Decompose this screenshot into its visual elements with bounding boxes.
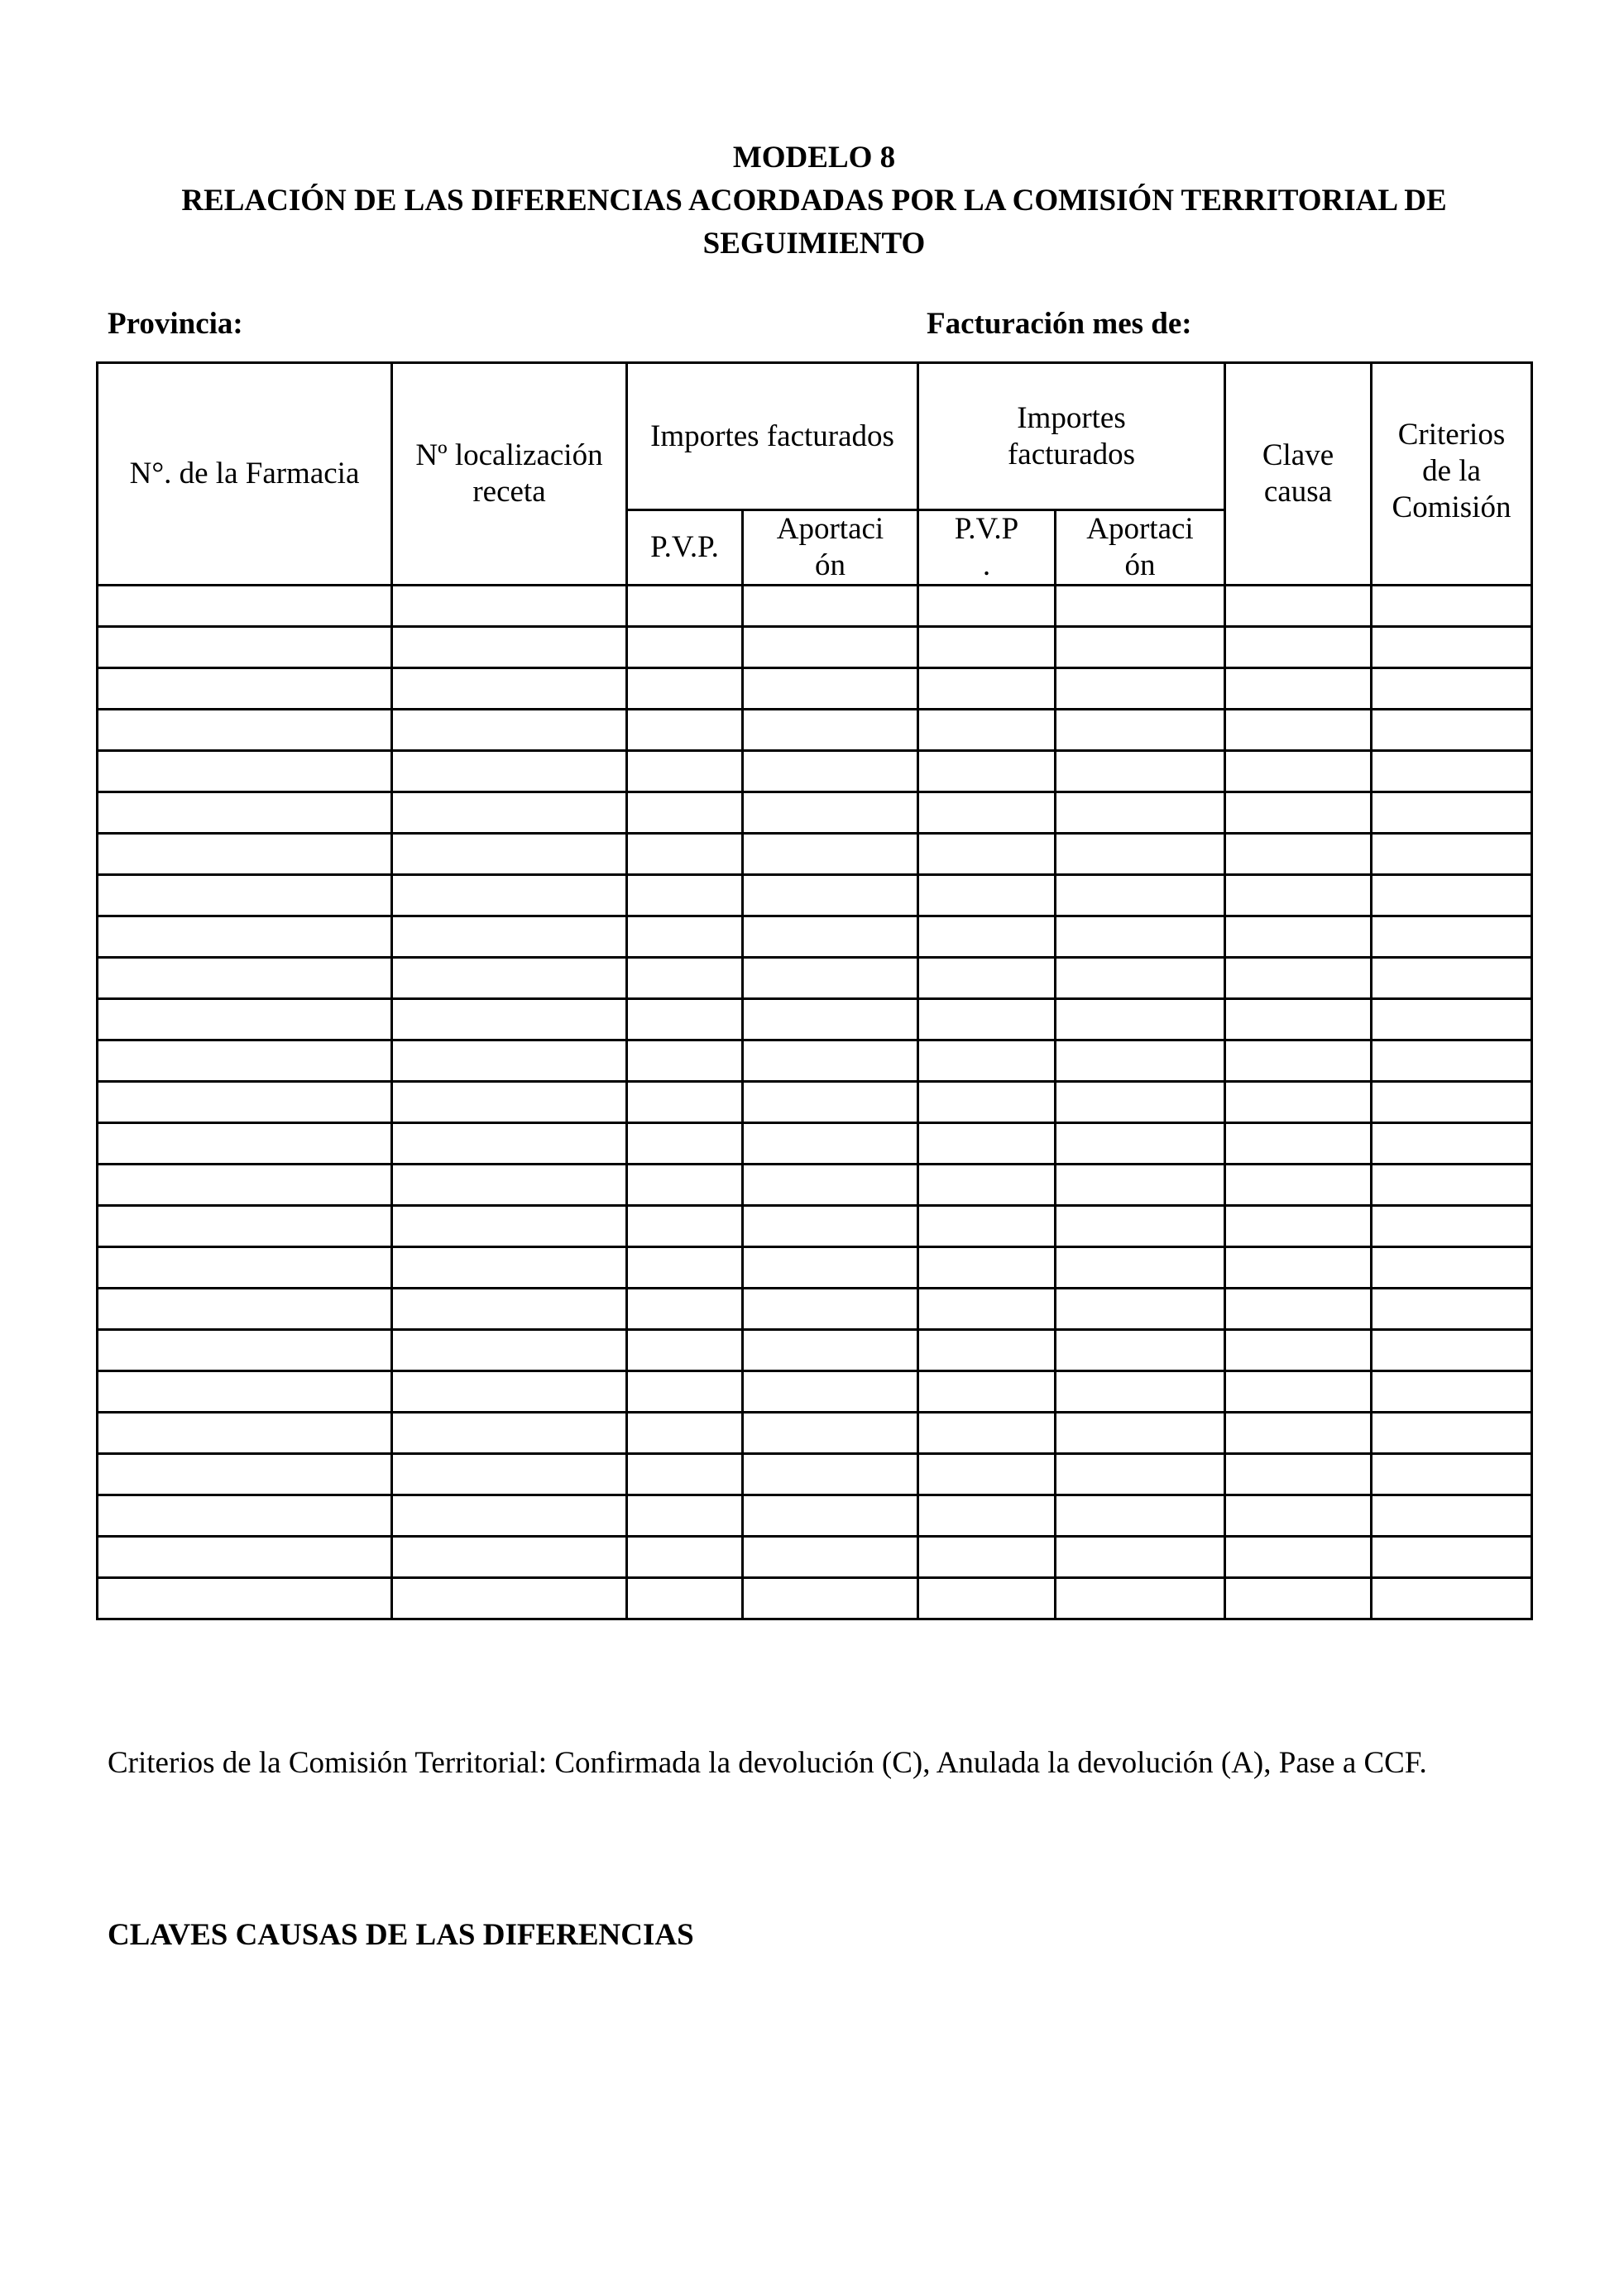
header-pvp-1-text: P.V.P.: [650, 530, 719, 564]
header-localizacion: [392, 363, 627, 586]
table-row: [98, 586, 1532, 627]
table-row: [98, 1330, 1532, 1371]
table-cell[interactable]: [98, 1082, 392, 1123]
table-cell[interactable]: [1372, 1537, 1532, 1578]
table-cell[interactable]: [1225, 668, 1372, 710]
table-cell[interactable]: [743, 1165, 918, 1206]
table-row: [98, 1578, 1532, 1619]
header-criterios-line-1: Criterios: [1397, 418, 1506, 452]
table-cell[interactable]: [918, 1206, 1056, 1247]
table-cell[interactable]: [1056, 751, 1225, 792]
table-row: [98, 627, 1532, 668]
table-cell[interactable]: [1372, 710, 1532, 751]
table-cell[interactable]: [1372, 1206, 1532, 1247]
table-cell[interactable]: [918, 1247, 1056, 1289]
header-aportacion-2-line-1: Aportaci: [1086, 512, 1194, 546]
table-cell[interactable]: [918, 1040, 1056, 1082]
table-row: [98, 834, 1532, 875]
header-importes-2-line-1: Importes: [1017, 400, 1126, 435]
table-cell[interactable]: [1225, 1123, 1372, 1165]
table-cell[interactable]: [1056, 1454, 1225, 1495]
table-cell[interactable]: [1056, 1082, 1225, 1123]
table-cell[interactable]: [1372, 1371, 1532, 1413]
table-cell[interactable]: [743, 958, 918, 999]
table-cell[interactable]: [1225, 1247, 1372, 1289]
header-clave-line-2: causa: [1263, 475, 1333, 509]
table-cell[interactable]: [1372, 627, 1532, 668]
table-cell[interactable]: [918, 792, 1056, 834]
table-cell[interactable]: [918, 1289, 1056, 1330]
header-criterios-line-3: Comisión: [1392, 490, 1511, 524]
table-cell[interactable]: [1225, 1040, 1372, 1082]
table-row: [98, 1165, 1532, 1206]
table-cell[interactable]: [1056, 916, 1225, 958]
table-cell[interactable]: [743, 792, 918, 834]
criterios-legend: Criterios de la Comisión Territorial: Confirmada la devolución (C), Anulada la devolución (A), Pase a CCF.: [108, 1746, 1427, 1780]
table-cell[interactable]: [98, 1289, 392, 1330]
table-cell[interactable]: [743, 1413, 918, 1454]
table-cell[interactable]: [1056, 1206, 1225, 1247]
table-cell[interactable]: [1056, 1330, 1225, 1371]
table-cell[interactable]: [98, 1330, 392, 1371]
table-cell[interactable]: [627, 1371, 743, 1413]
table-cell[interactable]: [98, 875, 392, 916]
table-cell[interactable]: [392, 1371, 627, 1413]
header-aportacion-2-line-2: ón: [1124, 548, 1156, 582]
table-cell[interactable]: [627, 1082, 743, 1123]
table-cell[interactable]: [743, 1206, 918, 1247]
header-farmacia-line: N°. de la Farmacia: [129, 457, 360, 490]
header-pvp-2-line-2: .: [982, 548, 991, 582]
table-cell[interactable]: [1372, 1247, 1532, 1289]
table-cell[interactable]: [1056, 668, 1225, 710]
table-cell[interactable]: [918, 586, 1056, 627]
table-cell[interactable]: [627, 627, 743, 668]
table-cell[interactable]: [392, 958, 627, 999]
table-cell[interactable]: [1372, 999, 1532, 1040]
table-cell[interactable]: [1056, 1578, 1225, 1619]
table-cell[interactable]: [918, 1413, 1056, 1454]
table-cell[interactable]: [98, 1454, 392, 1495]
table-cell[interactable]: [1372, 586, 1532, 627]
table-cell[interactable]: [392, 1123, 627, 1165]
table-cell[interactable]: [1372, 1123, 1532, 1165]
table-cell[interactable]: [1225, 875, 1372, 916]
header-pvp-1: [627, 510, 743, 586]
table-cell[interactable]: [918, 1495, 1056, 1537]
table-cell[interactable]: [918, 958, 1056, 999]
differences-table: [96, 361, 1533, 1620]
table-cell[interactable]: [392, 1165, 627, 1206]
table-cell[interactable]: [743, 999, 918, 1040]
table-cell[interactable]: [1372, 1495, 1532, 1537]
title-line-3: SEGUIMIENTO: [702, 227, 926, 261]
table-cell[interactable]: [743, 1289, 918, 1330]
table-cell[interactable]: [1225, 1082, 1372, 1123]
table-cell[interactable]: [98, 627, 392, 668]
table-row: [98, 751, 1532, 792]
table-cell[interactable]: [918, 1123, 1056, 1165]
table-cell[interactable]: [392, 1247, 627, 1289]
table-cell[interactable]: [1056, 1537, 1225, 1578]
table-cell[interactable]: [627, 1040, 743, 1082]
table-cell[interactable]: [392, 710, 627, 751]
table-cell[interactable]: [918, 916, 1056, 958]
table-cell[interactable]: [392, 627, 627, 668]
table-cell[interactable]: [1225, 627, 1372, 668]
table-cell[interactable]: [98, 1123, 392, 1165]
header-criterios: [1372, 363, 1532, 586]
table-cell[interactable]: [1225, 1578, 1372, 1619]
table-cell[interactable]: [392, 1082, 627, 1123]
table-cell[interactable]: [743, 875, 918, 916]
table-cell[interactable]: [98, 1578, 392, 1619]
table-cell[interactable]: [1056, 710, 1225, 751]
table-cell[interactable]: [1372, 916, 1532, 958]
table-cell[interactable]: [918, 1165, 1056, 1206]
table-cell[interactable]: [1056, 1040, 1225, 1082]
table-cell[interactable]: [1225, 1537, 1372, 1578]
header-aportacion-1-line-2: ón: [815, 548, 846, 582]
table-cell[interactable]: [98, 1413, 392, 1454]
table-cell[interactable]: [627, 1206, 743, 1247]
table-cell[interactable]: [743, 1123, 918, 1165]
table-row: [98, 1123, 1532, 1165]
table-cell[interactable]: [1225, 1371, 1372, 1413]
table-cell[interactable]: [1372, 1413, 1532, 1454]
table-cell[interactable]: [627, 751, 743, 792]
table-cell[interactable]: [627, 875, 743, 916]
table-cell[interactable]: [1225, 1454, 1372, 1495]
table-row: [98, 958, 1532, 999]
table-cell[interactable]: [627, 834, 743, 875]
table-cell[interactable]: [627, 1495, 743, 1537]
table-cell[interactable]: [743, 1578, 918, 1619]
table-cell[interactable]: [98, 792, 392, 834]
table-row: [98, 1371, 1532, 1413]
table-cell[interactable]: [918, 1082, 1056, 1123]
table-cell[interactable]: [392, 1330, 627, 1371]
provincia-label: Provincia:: [108, 307, 243, 341]
table-cell[interactable]: [627, 1454, 743, 1495]
table-cell[interactable]: [392, 1206, 627, 1247]
header-importes-1-line: Importes facturados: [650, 419, 894, 453]
facturacion-label: Facturación mes de:: [927, 307, 1192, 341]
table-row: [98, 1495, 1532, 1537]
table-row: [98, 668, 1532, 710]
table-cell[interactable]: [743, 627, 918, 668]
table-cell[interactable]: [1372, 1330, 1532, 1371]
table-cell[interactable]: [1056, 1123, 1225, 1165]
table-cell[interactable]: [627, 586, 743, 627]
table-cell[interactable]: [1372, 1578, 1532, 1619]
table-cell[interactable]: [1225, 1206, 1372, 1247]
header-pvp-2: [918, 510, 1056, 586]
table-cell[interactable]: [392, 1578, 627, 1619]
table-cell[interactable]: [918, 999, 1056, 1040]
table-cell[interactable]: [98, 710, 392, 751]
table-cell[interactable]: [1225, 834, 1372, 875]
header-aportacion-1-line-1: Aportaci: [776, 512, 884, 546]
table-cell[interactable]: [627, 1289, 743, 1330]
table-cell[interactable]: [1372, 1040, 1532, 1082]
table-cell[interactable]: [392, 586, 627, 627]
table-cell[interactable]: [743, 751, 918, 792]
table-cell[interactable]: [918, 834, 1056, 875]
table-row: [98, 1206, 1532, 1247]
table-cell[interactable]: [1056, 958, 1225, 999]
table-row: [98, 999, 1532, 1040]
header-localizacion-line-1: Nº localización: [415, 438, 603, 472]
table-cell[interactable]: [627, 710, 743, 751]
header-importes-2: [918, 363, 1225, 510]
table-cell[interactable]: [743, 1040, 918, 1082]
table-cell[interactable]: [392, 875, 627, 916]
table-cell[interactable]: [1225, 792, 1372, 834]
table-cell[interactable]: [1225, 1495, 1372, 1537]
claves-causas-heading: CLAVES CAUSAS DE LAS DIFERENCIAS: [108, 1918, 694, 1952]
table-cell[interactable]: [743, 916, 918, 958]
header-farmacia: [98, 363, 392, 586]
header-aportacion-1: [743, 510, 918, 586]
table-cell[interactable]: [392, 1289, 627, 1330]
table-cell[interactable]: [392, 792, 627, 834]
table-row: [98, 1537, 1532, 1578]
table-cell[interactable]: [918, 1330, 1056, 1371]
table-row: [98, 792, 1532, 834]
table-cell[interactable]: [1056, 1247, 1225, 1289]
table-cell[interactable]: [98, 586, 392, 627]
table-cell[interactable]: [392, 668, 627, 710]
table-cell[interactable]: [1372, 792, 1532, 834]
table-row: [98, 710, 1532, 751]
table-cell[interactable]: [1225, 1165, 1372, 1206]
table-cell[interactable]: [1056, 586, 1225, 627]
header-clave-line-1: Clave: [1262, 438, 1334, 472]
table-cell[interactable]: [627, 958, 743, 999]
table-cell[interactable]: [627, 1537, 743, 1578]
table-cell[interactable]: [918, 751, 1056, 792]
table-cell[interactable]: [743, 1495, 918, 1537]
table-cell[interactable]: [1372, 1454, 1532, 1495]
table-cell[interactable]: [743, 1082, 918, 1123]
table-row: [98, 875, 1532, 916]
table-cell[interactable]: [1372, 875, 1532, 916]
table-cell[interactable]: [1372, 668, 1532, 710]
table-cell[interactable]: [1056, 627, 1225, 668]
table-cell[interactable]: [743, 1371, 918, 1413]
table-cell[interactable]: [98, 1537, 392, 1578]
header-criterios-line-2: de la: [1422, 454, 1481, 488]
table-cell[interactable]: [392, 834, 627, 875]
table-cell[interactable]: [627, 1413, 743, 1454]
table-cell[interactable]: [627, 668, 743, 710]
table-cell[interactable]: [918, 1371, 1056, 1413]
table-cell[interactable]: [392, 1537, 627, 1578]
table-cell[interactable]: [1056, 1371, 1225, 1413]
header-importes-2-line-2: facturados: [1007, 437, 1136, 471]
table-cell[interactable]: [1225, 958, 1372, 999]
table-cell[interactable]: [743, 1537, 918, 1578]
table-cell[interactable]: [392, 1495, 627, 1537]
table-cell[interactable]: [1225, 1413, 1372, 1454]
table-cell[interactable]: [627, 999, 743, 1040]
table-cell[interactable]: [743, 710, 918, 751]
table-cell[interactable]: [392, 1454, 627, 1495]
document-title: [96, 136, 1532, 265]
table-cell[interactable]: [1225, 710, 1372, 751]
table-cell[interactable]: [1056, 1289, 1225, 1330]
table-cell[interactable]: [392, 1040, 627, 1082]
table-cell[interactable]: [918, 710, 1056, 751]
table-cell[interactable]: [1225, 586, 1372, 627]
table-cell[interactable]: [98, 834, 392, 875]
table-cell[interactable]: [98, 999, 392, 1040]
table-cell[interactable]: [392, 999, 627, 1040]
table-cell[interactable]: [743, 1454, 918, 1495]
table-cell[interactable]: [1056, 1165, 1225, 1206]
table-cell[interactable]: [392, 751, 627, 792]
table-cell[interactable]: [98, 1206, 392, 1247]
table-cell[interactable]: [1056, 1413, 1225, 1454]
table-cell[interactable]: [1225, 916, 1372, 958]
table-cell[interactable]: [1056, 792, 1225, 834]
header-aportacion-2: [1056, 510, 1225, 586]
table-cell[interactable]: [1056, 875, 1225, 916]
table-cell[interactable]: [98, 958, 392, 999]
table-cell[interactable]: [743, 1330, 918, 1371]
table-cell[interactable]: [98, 668, 392, 710]
table-cell[interactable]: [1056, 834, 1225, 875]
table-cell[interactable]: [1372, 1082, 1532, 1123]
table-cell[interactable]: [1372, 958, 1532, 999]
table-row: [98, 1082, 1532, 1123]
table-cell[interactable]: [918, 1454, 1056, 1495]
table-cell[interactable]: [1225, 1330, 1372, 1371]
header-localizacion-line-2: receta: [472, 475, 546, 509]
table-cell[interactable]: [1056, 999, 1225, 1040]
table-cell[interactable]: [98, 1371, 392, 1413]
table-cell[interactable]: [918, 668, 1056, 710]
table-cell[interactable]: [98, 1165, 392, 1206]
table-cell[interactable]: [627, 792, 743, 834]
table-cell[interactable]: [743, 668, 918, 710]
table-row: [98, 1289, 1532, 1330]
table-cell[interactable]: [1372, 1289, 1532, 1330]
table-cell[interactable]: [1225, 751, 1372, 792]
table-cell[interactable]: [627, 1330, 743, 1371]
table-cell[interactable]: [627, 1165, 743, 1206]
table-row: [98, 1040, 1532, 1082]
table-cell[interactable]: [392, 916, 627, 958]
table-cell[interactable]: [743, 586, 918, 627]
table-cell[interactable]: [743, 1247, 918, 1289]
table-cell[interactable]: [627, 916, 743, 958]
table-row: [98, 916, 1532, 958]
table-cell[interactable]: [918, 627, 1056, 668]
header-pvp-2-line-1: P.V.P: [954, 512, 1019, 546]
table-cell[interactable]: [1372, 1165, 1532, 1206]
table-cell[interactable]: [1225, 1289, 1372, 1330]
table-cell[interactable]: [98, 916, 392, 958]
table-cell[interactable]: [1056, 1495, 1225, 1537]
table-cell[interactable]: [1372, 751, 1532, 792]
table-row: [98, 1454, 1532, 1495]
table-cell[interactable]: [98, 1247, 392, 1289]
title-line-2: RELACIÓN DE LAS DIFERENCIAS ACORDADAS POR LA COMISIÓN TERRITORIAL DE: [181, 184, 1447, 218]
table-row: [98, 1247, 1532, 1289]
title-line-1: MODELO 8: [732, 141, 896, 175]
table-cell[interactable]: [627, 1578, 743, 1619]
table-cell[interactable]: [98, 1040, 392, 1082]
table-cell[interactable]: [1372, 834, 1532, 875]
table-cell[interactable]: [918, 1537, 1056, 1578]
table-cell[interactable]: [743, 834, 918, 875]
table-cell[interactable]: [98, 751, 392, 792]
header-clave-causa: [1225, 363, 1372, 586]
table-cell[interactable]: [918, 1578, 1056, 1619]
table-cell[interactable]: [98, 1495, 392, 1537]
table-cell[interactable]: [918, 875, 1056, 916]
table-cell[interactable]: [1225, 999, 1372, 1040]
table-row: [98, 1413, 1532, 1454]
table-cell[interactable]: [392, 1413, 627, 1454]
header-importes-1: [627, 363, 918, 510]
table-cell[interactable]: [627, 1123, 743, 1165]
table-cell[interactable]: [627, 1247, 743, 1289]
